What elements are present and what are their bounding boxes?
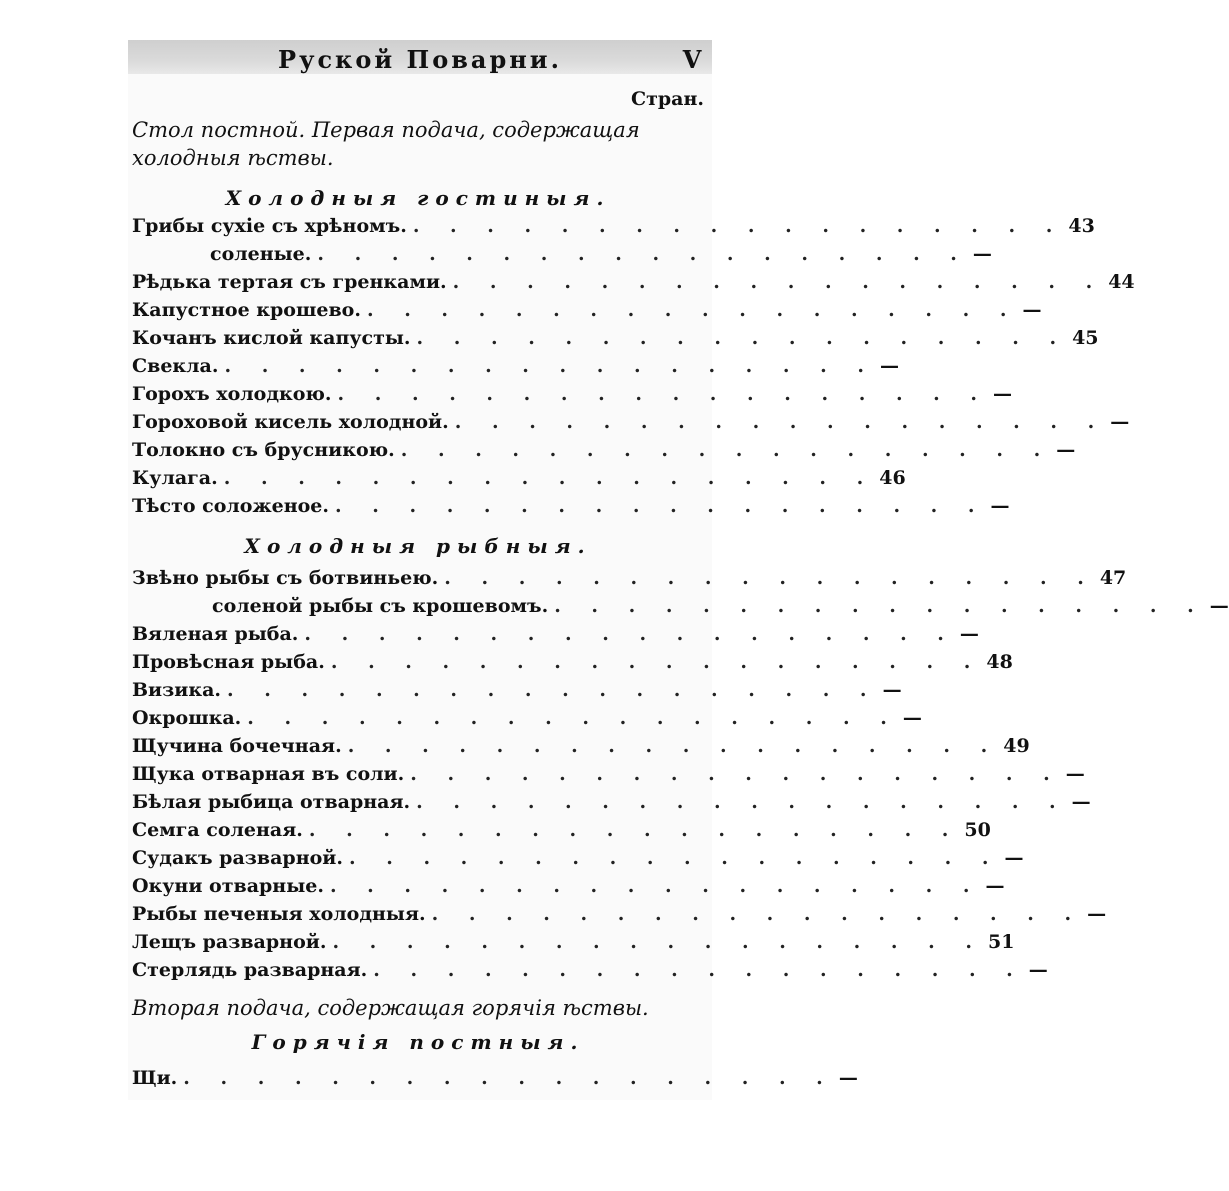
- page-number: V: [682, 45, 702, 74]
- toc-entry: Вяленая рыба. . . . . . . . . . . . . . . . . . . —: [132, 623, 979, 645]
- toc-entry: Щи. . . . . . . . . . . . . . . . . . . —: [132, 1067, 858, 1089]
- toc-entry: Свекла. . . . . . . . . . . . . . . . . . . —: [132, 355, 899, 377]
- toc-entry: Рѣдька тертая съ гренками. . . . . . . . . . . . . . . . . . . 44: [132, 271, 1135, 293]
- toc-entry: Судакъ разварной. . . . . . . . . . . . . . . . . . . —: [132, 847, 1024, 869]
- toc-entry: Звѣно рыбы съ ботвиньею. . . . . . . . . . . . . . . . . . . 47: [132, 567, 1127, 589]
- toc-entry: Капустное крошево. . . . . . . . . . . . . . . . . . . —: [132, 299, 1042, 321]
- group-title-hot-lenten: Горячія постныя.: [251, 1030, 585, 1054]
- toc-entry: Гороховой кисель холодной. . . . . . . . . . . . . . . . . . . —: [132, 411, 1130, 433]
- course-title-first: Стол постной. Первая подача, содержащая холодныя ѣствы.: [132, 118, 640, 170]
- course-title-second: Вторая подача, содержащая горячія ѣствы.: [132, 996, 649, 1020]
- toc-entry: Тѣсто соложеное. . . . . . . . . . . . . . . . . . . —: [132, 495, 1010, 517]
- toc-entry: Толокно съ брусникою. . . . . . . . . . . . . . . . . . . —: [132, 439, 1076, 461]
- toc-entry: Горохъ холодкою. . . . . . . . . . . . . . . . . . . —: [132, 383, 1013, 405]
- toc-entry: Визика. . . . . . . . . . . . . . . . . . . —: [132, 679, 902, 701]
- toc-entry: Стерлядь разварная. . . . . . . . . . . . . . . . . . . —: [132, 959, 1048, 981]
- toc-entry: Щука отварная въ соли. . . . . . . . . . . . . . . . . . . —: [132, 763, 1085, 785]
- toc-entry: соленые. . . . . . . . . . . . . . . . . . . —: [210, 243, 992, 265]
- toc-entry: Грибы сухіе съ хрѣномъ. . . . . . . . . . . . . . . . . . . 43: [132, 215, 1095, 237]
- toc-entry: Рыбы печеныя холодныя. . . . . . . . . . . . . . . . . . . —: [132, 903, 1107, 925]
- toc-entry: Окуни отварные. . . . . . . . . . . . . . . . . . . —: [132, 875, 1005, 897]
- toc-entry: Лещъ разварной. . . . . . . . . . . . . . . . . . . 51: [132, 931, 1015, 953]
- toc-entry: Щучина бочечная. . . . . . . . . . . . . . . . . . . 49: [132, 735, 1030, 757]
- toc-entry: Кочанъ кислой капусты. . . . . . . . . . . . . . . . . . . 45: [132, 327, 1099, 349]
- toc-entry: Окрошка. . . . . . . . . . . . . . . . . . . —: [132, 707, 922, 729]
- toc-entry: Кулага. . . . . . . . . . . . . . . . . . . 46: [132, 467, 906, 489]
- toc-entry: Семга соленая. . . . . . . . . . . . . . . . . . . 50: [132, 819, 991, 841]
- group-title-cold-guest: Холодныя гостиныя.: [225, 186, 611, 210]
- toc-entry: Провѣсная рыба. . . . . . . . . . . . . . . . . . . 48: [132, 651, 1013, 673]
- running-head: Руской Поварни.: [278, 45, 562, 74]
- toc-entry: соленой рыбы съ крошевомъ. . . . . . . . . . . . . . . . . . . —: [212, 595, 1229, 617]
- toc-entry: Бѣлая рыбица отварная. . . . . . . . . . . . . . . . . . . —: [132, 791, 1091, 813]
- column-label: Стран.: [630, 88, 704, 110]
- group-title-cold-fish: Холодныя рыбныя.: [244, 534, 592, 558]
